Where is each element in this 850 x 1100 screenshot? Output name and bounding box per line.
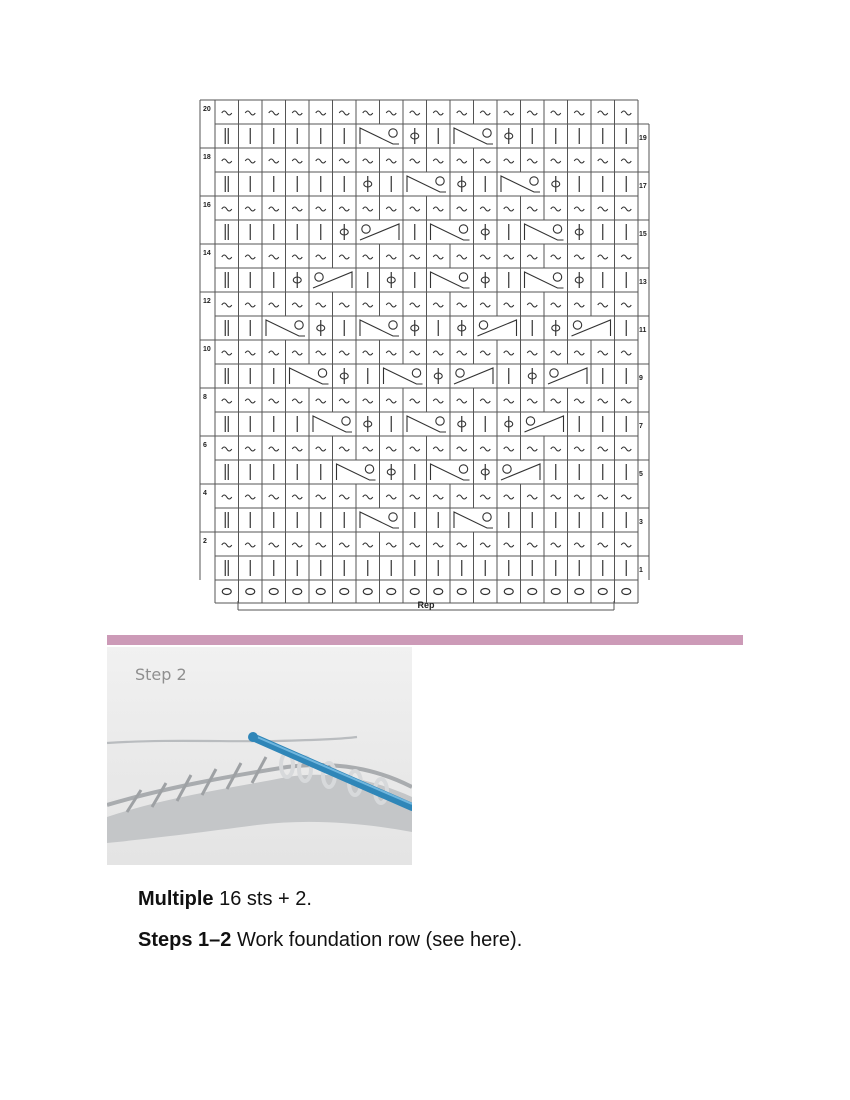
wave-symbol bbox=[222, 303, 232, 307]
wave-symbol bbox=[551, 159, 561, 163]
wave-symbol bbox=[222, 111, 232, 115]
wave-symbol bbox=[363, 543, 373, 547]
wave-symbol bbox=[621, 495, 631, 499]
wave-symbol bbox=[527, 303, 537, 307]
wave-symbol bbox=[363, 111, 373, 115]
wave-symbol bbox=[480, 543, 490, 547]
wave-symbol bbox=[363, 447, 373, 451]
phi-symbol bbox=[364, 176, 372, 192]
wave-symbol bbox=[457, 303, 467, 307]
wave-symbol bbox=[504, 111, 514, 115]
wave-symbol bbox=[363, 255, 373, 259]
wave-symbol bbox=[245, 543, 255, 547]
decrease-with-loop-symbol bbox=[407, 416, 446, 432]
increase-with-loop-symbol bbox=[572, 320, 611, 336]
chain-oval-symbol bbox=[316, 589, 325, 595]
wave-symbol bbox=[386, 207, 396, 211]
wave-symbol bbox=[222, 399, 232, 403]
wave-symbol bbox=[245, 495, 255, 499]
phi-symbol bbox=[364, 416, 372, 432]
wave-symbol bbox=[480, 207, 490, 211]
wave-symbol bbox=[269, 543, 279, 547]
row-number-right: 7 bbox=[639, 423, 643, 430]
wave-symbol bbox=[316, 303, 326, 307]
wave-symbol bbox=[269, 111, 279, 115]
wave-symbol bbox=[457, 207, 467, 211]
wave-symbol bbox=[480, 447, 490, 451]
chain-oval-symbol bbox=[363, 589, 372, 595]
wave-symbol bbox=[339, 399, 349, 403]
wave-symbol bbox=[269, 159, 279, 163]
wave-symbol bbox=[480, 111, 490, 115]
phi-symbol bbox=[458, 416, 466, 432]
wave-symbol bbox=[269, 447, 279, 451]
wave-symbol bbox=[292, 255, 302, 259]
step-label: Step 2 bbox=[135, 665, 187, 684]
wave-symbol bbox=[527, 495, 537, 499]
wave-symbol bbox=[316, 495, 326, 499]
chain-oval-symbol bbox=[410, 589, 419, 595]
wave-symbol bbox=[339, 255, 349, 259]
wave-symbol bbox=[410, 303, 420, 307]
wave-symbol bbox=[457, 159, 467, 163]
wave-symbol bbox=[457, 447, 467, 451]
double-bar-symbol bbox=[225, 512, 228, 528]
wave-symbol bbox=[457, 495, 467, 499]
phi-symbol bbox=[528, 368, 536, 384]
decrease-with-loop-symbol bbox=[431, 272, 470, 288]
wave-symbol bbox=[245, 399, 255, 403]
wave-symbol bbox=[504, 543, 514, 547]
chain-oval-symbol bbox=[528, 589, 537, 595]
wave-symbol bbox=[339, 207, 349, 211]
row-number-right: 3 bbox=[639, 519, 643, 526]
wave-symbol bbox=[527, 351, 537, 355]
section-divider bbox=[107, 635, 743, 645]
chain-oval-symbol bbox=[222, 589, 231, 595]
wave-symbol bbox=[316, 111, 326, 115]
double-bar-symbol bbox=[225, 320, 228, 336]
wave-symbol bbox=[433, 495, 443, 499]
wave-symbol bbox=[598, 111, 608, 115]
decrease-with-loop-symbol bbox=[313, 416, 352, 432]
wave-symbol bbox=[386, 543, 396, 547]
wave-symbol bbox=[245, 351, 255, 355]
wave-symbol bbox=[504, 255, 514, 259]
wave-symbol bbox=[410, 495, 420, 499]
wave-symbol bbox=[551, 399, 561, 403]
decrease-with-loop-symbol bbox=[431, 224, 470, 240]
wave-symbol bbox=[363, 207, 373, 211]
wave-symbol bbox=[527, 543, 537, 547]
wave-symbol bbox=[316, 447, 326, 451]
decrease-with-loop-symbol bbox=[384, 368, 423, 384]
phi-symbol bbox=[458, 176, 466, 192]
wave-symbol bbox=[316, 543, 326, 547]
decrease-with-loop-symbol bbox=[266, 320, 305, 336]
wave-symbol bbox=[245, 207, 255, 211]
wave-symbol bbox=[410, 447, 420, 451]
wave-symbol bbox=[386, 303, 396, 307]
wave-symbol bbox=[457, 255, 467, 259]
decrease-with-loop-symbol bbox=[360, 128, 399, 144]
repeat-bracket bbox=[238, 600, 614, 610]
wave-symbol bbox=[598, 399, 608, 403]
wave-symbol bbox=[339, 447, 349, 451]
phi-symbol bbox=[458, 320, 466, 336]
wave-symbol bbox=[551, 255, 561, 259]
wave-symbol bbox=[292, 159, 302, 163]
wave-symbol bbox=[598, 495, 608, 499]
wave-symbol bbox=[316, 351, 326, 355]
wave-symbol bbox=[621, 399, 631, 403]
phi-symbol bbox=[411, 128, 419, 144]
wave-symbol bbox=[551, 207, 561, 211]
wave-symbol bbox=[222, 495, 232, 499]
row-number-right: 5 bbox=[639, 471, 643, 478]
wave-symbol bbox=[292, 303, 302, 307]
wave-symbol bbox=[222, 351, 232, 355]
chain-oval-symbol bbox=[575, 589, 584, 595]
wave-symbol bbox=[363, 159, 373, 163]
wave-symbol bbox=[504, 399, 514, 403]
wave-symbol bbox=[621, 255, 631, 259]
wave-symbol bbox=[269, 207, 279, 211]
phi-symbol bbox=[505, 416, 513, 432]
decrease-with-loop-symbol bbox=[525, 272, 564, 288]
wave-symbol bbox=[386, 255, 396, 259]
wave-symbol bbox=[410, 399, 420, 403]
phi-symbol bbox=[481, 464, 489, 480]
wave-symbol bbox=[621, 351, 631, 355]
increase-with-loop-symbol bbox=[525, 416, 564, 432]
wave-symbol bbox=[480, 399, 490, 403]
wave-symbol bbox=[339, 303, 349, 307]
double-bar-symbol bbox=[225, 464, 228, 480]
wave-symbol bbox=[574, 447, 584, 451]
wave-symbol bbox=[222, 447, 232, 451]
chain-oval-symbol bbox=[598, 589, 607, 595]
wave-symbol bbox=[457, 111, 467, 115]
wave-symbol bbox=[316, 255, 326, 259]
row-number-right: 19 bbox=[639, 135, 647, 142]
decrease-with-loop-symbol bbox=[290, 368, 329, 384]
wave-symbol bbox=[504, 447, 514, 451]
wave-symbol bbox=[480, 159, 490, 163]
wave-symbol bbox=[457, 399, 467, 403]
wave-symbol bbox=[316, 159, 326, 163]
phi-symbol bbox=[505, 128, 513, 144]
phi-symbol bbox=[293, 272, 301, 288]
wave-symbol bbox=[527, 399, 537, 403]
wave-symbol bbox=[245, 111, 255, 115]
wave-symbol bbox=[316, 399, 326, 403]
increase-with-loop-symbol bbox=[478, 320, 517, 336]
wave-symbol bbox=[245, 303, 255, 307]
wave-symbol bbox=[621, 543, 631, 547]
decrease-with-loop-symbol bbox=[360, 320, 399, 336]
row-number-left: 14 bbox=[203, 250, 211, 257]
phi-symbol bbox=[387, 272, 395, 288]
phi-symbol bbox=[340, 224, 348, 240]
wave-symbol bbox=[574, 351, 584, 355]
wave-symbol bbox=[339, 495, 349, 499]
wave-symbol bbox=[339, 351, 349, 355]
chain-oval-symbol bbox=[481, 589, 490, 595]
wave-symbol bbox=[269, 303, 279, 307]
row-number-left: 20 bbox=[203, 106, 211, 113]
wave-symbol bbox=[292, 111, 302, 115]
double-bar-symbol bbox=[225, 224, 228, 240]
wave-symbol bbox=[504, 207, 514, 211]
row-number-right: 17 bbox=[639, 183, 647, 190]
wave-symbol bbox=[574, 399, 584, 403]
wave-symbol bbox=[480, 495, 490, 499]
wave-symbol bbox=[621, 303, 631, 307]
wave-symbol bbox=[363, 351, 373, 355]
phi-symbol bbox=[411, 320, 419, 336]
decrease-with-loop-symbol bbox=[454, 128, 493, 144]
wave-symbol bbox=[598, 543, 608, 547]
row-number-left: 2 bbox=[203, 538, 207, 545]
wave-symbol bbox=[551, 111, 561, 115]
phi-symbol bbox=[552, 320, 560, 336]
row-number-left: 8 bbox=[203, 394, 207, 401]
decrease-with-loop-symbol bbox=[454, 512, 493, 528]
wave-symbol bbox=[598, 447, 608, 451]
phi-symbol bbox=[575, 272, 583, 288]
wave-symbol bbox=[222, 207, 232, 211]
wave-symbol bbox=[410, 207, 420, 211]
wave-symbol bbox=[527, 111, 537, 115]
wave-symbol bbox=[621, 159, 631, 163]
wave-symbol bbox=[621, 207, 631, 211]
wave-symbol bbox=[457, 543, 467, 547]
wave-symbol bbox=[292, 447, 302, 451]
wave-symbol bbox=[292, 351, 302, 355]
increase-with-loop-symbol bbox=[360, 224, 399, 240]
chain-oval-symbol bbox=[457, 589, 466, 595]
phi-symbol bbox=[552, 176, 560, 192]
row-number-left: 16 bbox=[203, 202, 211, 209]
wave-symbol bbox=[433, 447, 443, 451]
decrease-with-loop-symbol bbox=[501, 176, 540, 192]
phi-symbol bbox=[575, 224, 583, 240]
decrease-with-loop-symbol bbox=[360, 512, 399, 528]
wave-symbol bbox=[222, 543, 232, 547]
wave-symbol bbox=[269, 495, 279, 499]
wave-symbol bbox=[410, 351, 420, 355]
wave-symbol bbox=[222, 159, 232, 163]
wave-symbol bbox=[386, 399, 396, 403]
chain-oval-symbol bbox=[622, 589, 631, 595]
row-number-right: 13 bbox=[639, 279, 647, 286]
wave-symbol bbox=[339, 543, 349, 547]
wave-symbol bbox=[363, 495, 373, 499]
working-yarn bbox=[107, 737, 357, 743]
phi-symbol bbox=[387, 464, 395, 480]
wave-symbol bbox=[245, 159, 255, 163]
wave-symbol bbox=[527, 447, 537, 451]
wave-symbol bbox=[433, 399, 443, 403]
row-number-left: 18 bbox=[203, 154, 211, 161]
wave-symbol bbox=[222, 255, 232, 259]
chain-oval-symbol bbox=[246, 589, 255, 595]
wave-symbol bbox=[410, 255, 420, 259]
wave-symbol bbox=[269, 351, 279, 355]
double-bar-symbol bbox=[225, 368, 228, 384]
crochet-hook-photo-illustration bbox=[107, 647, 412, 865]
row-number-right: 15 bbox=[639, 231, 647, 238]
wave-symbol bbox=[574, 255, 584, 259]
wave-symbol bbox=[551, 495, 561, 499]
wave-symbol bbox=[598, 255, 608, 259]
wave-symbol bbox=[621, 447, 631, 451]
wave-symbol bbox=[410, 543, 420, 547]
wave-symbol bbox=[527, 255, 537, 259]
wave-symbol bbox=[292, 399, 302, 403]
chain-oval-symbol bbox=[434, 589, 443, 595]
wave-symbol bbox=[269, 399, 279, 403]
wave-symbol bbox=[574, 111, 584, 115]
decrease-with-loop-symbol bbox=[407, 176, 446, 192]
decrease-with-loop-symbol bbox=[525, 224, 564, 240]
step-photo bbox=[107, 647, 412, 865]
double-bar-symbol bbox=[225, 176, 228, 192]
wave-symbol bbox=[339, 111, 349, 115]
wave-symbol bbox=[621, 111, 631, 115]
wave-symbol bbox=[598, 159, 608, 163]
chain-oval-symbol bbox=[387, 589, 396, 595]
wave-symbol bbox=[504, 495, 514, 499]
chain-oval-symbol bbox=[293, 589, 302, 595]
wave-symbol bbox=[433, 255, 443, 259]
wave-symbol bbox=[363, 399, 373, 403]
wave-symbol bbox=[598, 303, 608, 307]
increase-with-loop-symbol bbox=[454, 368, 493, 384]
wave-symbol bbox=[433, 111, 443, 115]
wave-symbol bbox=[386, 351, 396, 355]
repeat-label: Rep bbox=[417, 600, 435, 610]
wave-symbol bbox=[480, 303, 490, 307]
row-number-right: 1 bbox=[639, 567, 643, 574]
wave-symbol bbox=[551, 303, 561, 307]
decrease-with-loop-symbol bbox=[431, 464, 470, 480]
wave-symbol bbox=[574, 543, 584, 547]
wave-symbol bbox=[386, 495, 396, 499]
wave-symbol bbox=[410, 111, 420, 115]
wave-symbol bbox=[410, 159, 420, 163]
multiple-instruction: Multiple 16 sts + 2. bbox=[138, 888, 312, 910]
row-number-left: 6 bbox=[203, 442, 207, 449]
row-number-left: 10 bbox=[203, 346, 211, 353]
wave-symbol bbox=[433, 159, 443, 163]
wave-symbol bbox=[433, 543, 443, 547]
wave-symbol bbox=[386, 159, 396, 163]
wave-symbol bbox=[245, 255, 255, 259]
wave-symbol bbox=[433, 207, 443, 211]
wave-symbol bbox=[551, 447, 561, 451]
phi-symbol bbox=[317, 320, 325, 336]
wave-symbol bbox=[269, 255, 279, 259]
wave-symbol bbox=[504, 351, 514, 355]
row-number-left: 4 bbox=[203, 490, 207, 497]
wave-symbol bbox=[363, 303, 373, 307]
double-bar-symbol bbox=[225, 272, 228, 288]
decrease-with-loop-symbol bbox=[337, 464, 376, 480]
increase-with-loop-symbol bbox=[548, 368, 587, 384]
wave-symbol bbox=[480, 351, 490, 355]
wave-symbol bbox=[433, 303, 443, 307]
wave-symbol bbox=[504, 303, 514, 307]
wave-symbol bbox=[574, 303, 584, 307]
double-bar-symbol bbox=[225, 416, 228, 432]
chain-oval-symbol bbox=[340, 589, 349, 595]
wave-symbol bbox=[598, 351, 608, 355]
wave-symbol bbox=[245, 447, 255, 451]
wave-symbol bbox=[292, 495, 302, 499]
wave-symbol bbox=[316, 207, 326, 211]
wave-symbol bbox=[292, 543, 302, 547]
increase-with-loop-symbol bbox=[313, 272, 352, 288]
row-number-left: 12 bbox=[203, 298, 211, 305]
chart-grid bbox=[200, 100, 649, 603]
phi-symbol bbox=[434, 368, 442, 384]
phi-symbol bbox=[481, 272, 489, 288]
double-bar-symbol bbox=[225, 560, 228, 576]
wave-symbol bbox=[504, 159, 514, 163]
increase-with-loop-symbol bbox=[501, 464, 540, 480]
wave-symbol bbox=[574, 495, 584, 499]
wave-symbol bbox=[339, 159, 349, 163]
phi-symbol bbox=[340, 368, 348, 384]
row-number-right: 11 bbox=[639, 327, 647, 334]
chain-oval-symbol bbox=[269, 589, 278, 595]
wave-symbol bbox=[386, 111, 396, 115]
wave-symbol bbox=[292, 207, 302, 211]
chain-oval-symbol bbox=[504, 589, 513, 595]
chain-oval-symbol bbox=[551, 589, 560, 595]
steps-instruction: Steps 1–2 Work foundation row (see here). bbox=[138, 929, 523, 951]
wave-symbol bbox=[551, 351, 561, 355]
wave-symbol bbox=[574, 207, 584, 211]
wave-symbol bbox=[480, 255, 490, 259]
wave-symbol bbox=[527, 159, 537, 163]
wave-symbol bbox=[551, 543, 561, 547]
wave-symbol bbox=[433, 351, 443, 355]
wave-symbol bbox=[386, 447, 396, 451]
wave-symbol bbox=[527, 207, 537, 211]
row-number-right: 9 bbox=[639, 375, 643, 382]
double-bar-symbol bbox=[225, 128, 228, 144]
wave-symbol bbox=[457, 351, 467, 355]
phi-symbol bbox=[481, 224, 489, 240]
wave-symbol bbox=[598, 207, 608, 211]
wave-symbol bbox=[574, 159, 584, 163]
